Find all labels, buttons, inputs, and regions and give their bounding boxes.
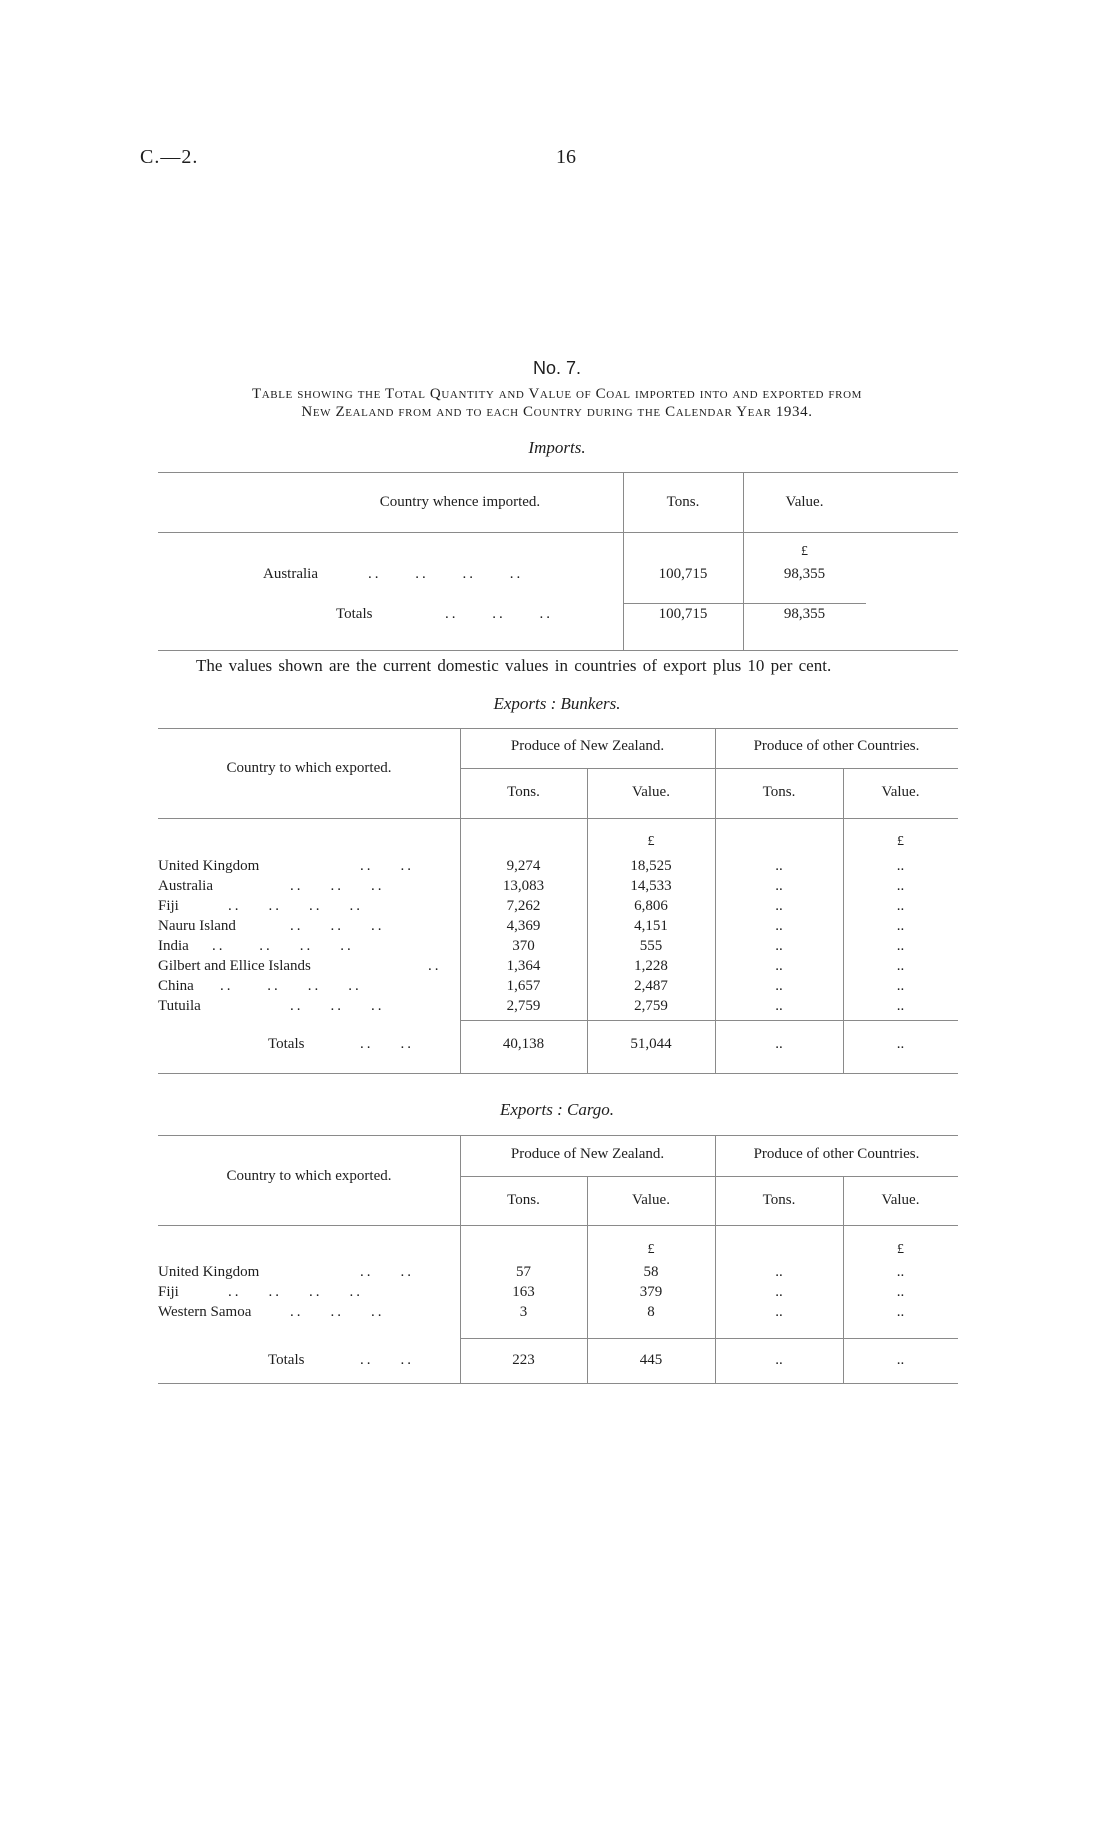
table-title-line-2: New Zealand from and to each Country during the Calendar Year 1934. — [301, 404, 813, 420]
bunkers-row-value: 4,151 — [634, 918, 668, 934]
bunkers-row-value: 14,533 — [630, 878, 672, 894]
cargo-other-currency-symbol: £ — [897, 1242, 904, 1257]
bunkers-row-country: United Kingdom — [158, 858, 260, 874]
cargo-nz-currency-symbol: £ — [647, 1242, 655, 1257]
bunkers-row-tons: 13,083 — [502, 878, 545, 894]
bunkers-row-tons: 2,759 — [506, 998, 541, 1014]
bunkers-row-country: Gilbert and Ellice Islands — [158, 958, 311, 974]
bunkers-row-country: Nauru Island — [158, 918, 236, 934]
bunkers-other-currency-symbol: £ — [897, 834, 904, 849]
imports-totals-tons: 100,715 — [658, 606, 708, 622]
cargo-header-nz-tons: Tons. — [507, 1192, 540, 1208]
imports-header-value: Value. — [785, 494, 824, 510]
imports-totals-value: 98,355 — [783, 606, 826, 622]
imports-totals-label: Totals — [336, 606, 373, 622]
bunkers-header-nz-tons: Tons. — [507, 784, 540, 800]
cargo-header-other: Produce of other Countries. — [753, 1146, 920, 1162]
bunkers-header-other: Produce of other Countries. — [753, 738, 920, 754]
cargo-row-tons: 3 — [519, 1304, 528, 1320]
bunkers-row-country: Fiji — [158, 898, 179, 914]
bunkers-row-tons: 1,657 — [506, 978, 541, 994]
table-title-line-1: Table showing the Total Quantity and Value of Coal imported into and exported from — [251, 386, 863, 402]
bunkers-title: Exports : Bunkers. — [493, 694, 621, 713]
imports-header-tons: Tons. — [666, 494, 700, 510]
bunkers-header-nz-value: Value. — [632, 784, 670, 800]
cargo-row-value: 8 — [647, 1304, 655, 1320]
cargo-totals-tons: 223 — [512, 1352, 535, 1368]
bunkers-row-tons: 7,262 — [506, 898, 541, 914]
bunkers-header-nz: Produce of New Zealand. — [510, 738, 665, 754]
cargo-row-tons: 57 — [516, 1264, 531, 1280]
cargo-header-other-value: Value. — [881, 1192, 920, 1208]
table-number: No. 7. — [532, 358, 582, 378]
bunkers-row-country: China — [158, 978, 194, 994]
bunkers-row-country: Australia — [158, 878, 213, 894]
bunkers-row-tons: 4,369 — [506, 918, 541, 934]
cargo-row-tons: 163 — [512, 1284, 535, 1300]
bunkers-row-country: Tutuila — [158, 998, 201, 1014]
imports-header-country: Country whence imported. — [379, 494, 541, 510]
bunkers-header-country: Country to which exported. — [226, 760, 392, 776]
bunkers-row-tons: 1,364 — [506, 958, 541, 974]
bunkers-row-tons: 370 — [512, 938, 535, 954]
document-reference: C.—2. — [140, 146, 199, 168]
imports-row-tons: 100,715 — [658, 566, 708, 582]
imports-currency-symbol: £ — [801, 544, 808, 559]
bunkers-nz-currency-symbol: £ — [647, 834, 655, 849]
bunkers-row-value: 1,228 — [634, 958, 668, 974]
cargo-header-nz: Produce of New Zealand. — [510, 1146, 665, 1162]
cargo-header-nz-value: Value. — [632, 1192, 670, 1208]
cargo-totals-label: Totals — [268, 1352, 305, 1368]
bunkers-row-value: 2,759 — [634, 998, 668, 1014]
bunkers-row-value: 2,487 — [634, 978, 668, 994]
bunkers-row-tons: 9,274 — [506, 858, 541, 874]
cargo-header-country: Country to which exported. — [226, 1168, 392, 1184]
cargo-totals-value: 445 — [639, 1352, 663, 1368]
imports-row-country: Australia — [263, 566, 318, 582]
cargo-row-country: Fiji — [158, 1284, 179, 1300]
cargo-title: Exports : Cargo. — [499, 1100, 615, 1119]
cargo-row-country: Western Samoa — [158, 1304, 252, 1320]
bunkers-totals-label: Totals — [268, 1036, 305, 1052]
bunkers-row-country: India — [158, 938, 189, 954]
cargo-row-value: 58 — [643, 1264, 659, 1280]
imports-title: Imports. — [528, 438, 586, 457]
cargo-header-other-tons: Tons. — [762, 1192, 796, 1208]
values-note: The values shown are the current domestic values in countries of export plus 10 per cent. — [196, 656, 832, 675]
bunkers-totals-value: 51,044 — [630, 1036, 672, 1052]
bunkers-header-other-value: Value. — [881, 784, 920, 800]
bunkers-totals-tons: 40,138 — [502, 1036, 545, 1052]
bunkers-row-value: 555 — [639, 938, 663, 954]
page-number: 16 — [556, 146, 576, 168]
cargo-row-value: 379 — [639, 1284, 663, 1300]
bunkers-row-value: 18,525 — [630, 858, 672, 874]
imports-row-value: 98,355 — [783, 566, 826, 582]
bunkers-row-value: 6,806 — [634, 898, 668, 914]
cargo-row-country: United Kingdom — [158, 1264, 260, 1280]
bunkers-header-other-tons: Tons. — [762, 784, 796, 800]
